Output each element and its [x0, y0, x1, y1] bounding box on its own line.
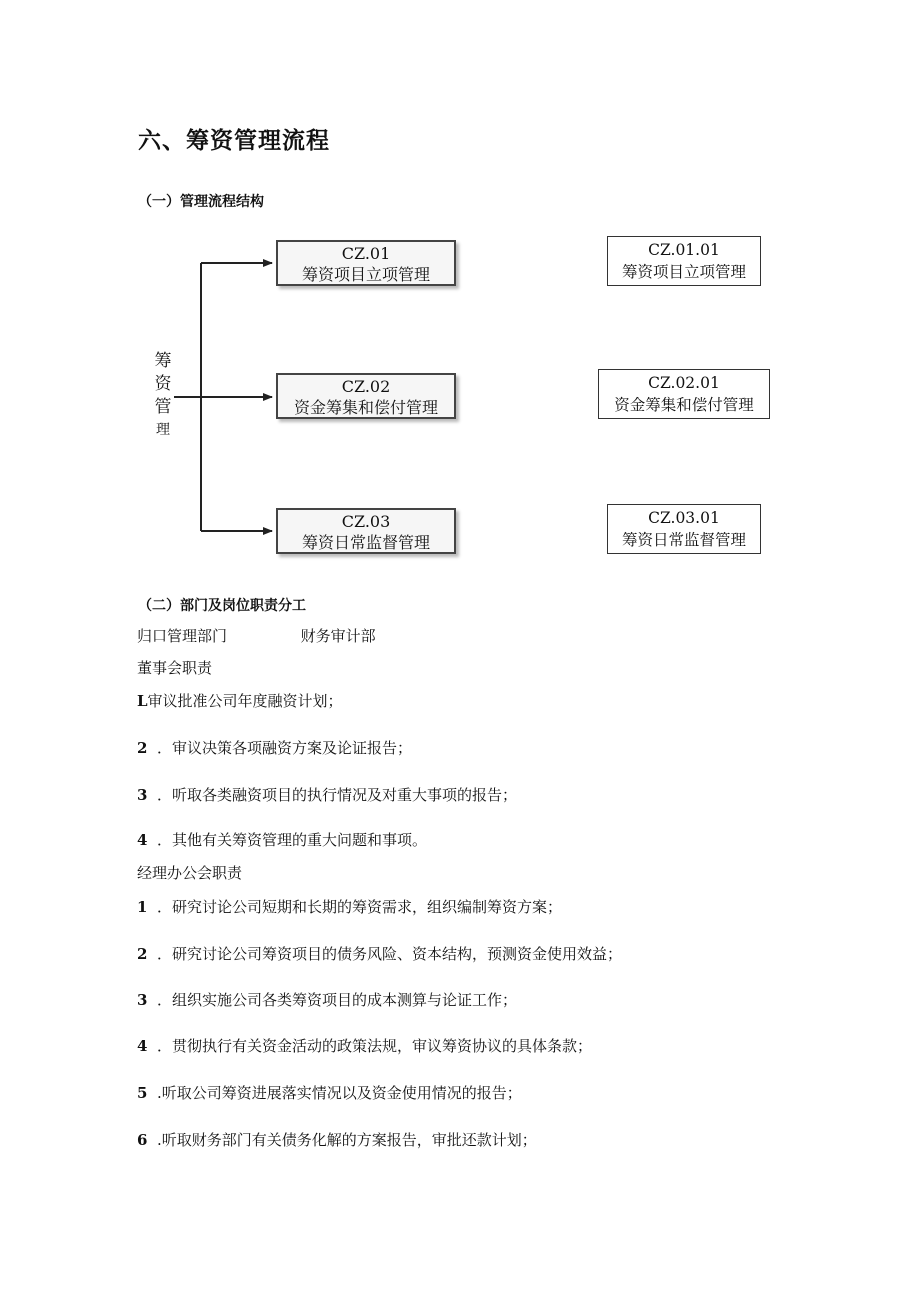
section-heading-duties: （二）部门及岗位职责分工 — [138, 598, 306, 614]
item-text: ．其他有关筹资管理的重大问题和事项。 — [157, 831, 428, 849]
subprocess-code: CZ.03.01 — [648, 509, 720, 527]
dept-row — [137, 625, 376, 646]
board-duty-item — [137, 737, 412, 758]
item-number: 2 — [137, 945, 148, 963]
item-number: 4 — [137, 831, 148, 849]
item-text: ．研究讨论公司筹资项目的债务风险、资本结构，预测资金使用效益； — [157, 945, 623, 963]
page-title: 六、筹资管理流程 — [138, 128, 330, 154]
manager-duty-item — [137, 1129, 537, 1150]
item-text: ．组织实施公司各类筹资项目的成本测算与论证工作； — [157, 991, 518, 1009]
subprocess-name: 筹资日常监督管理 — [621, 531, 746, 549]
root-label-char: 筹 — [154, 351, 172, 371]
item-text: ．听取各类融资项目的执行情况及对重大事项的报告； — [157, 786, 518, 804]
item-number: 5 — [137, 1084, 148, 1102]
dept-value: 财务审计部 — [300, 627, 376, 645]
root-label-char: 资 — [154, 374, 172, 394]
process-name: 筹资日常监督管理 — [301, 533, 430, 552]
manager-duty-item — [137, 1035, 592, 1056]
process-code: CZ.03 — [341, 512, 391, 531]
item-number: L — [137, 692, 148, 710]
subprocess-name: 筹资项目立项管理 — [621, 263, 746, 281]
process-box-cz03 — [276, 508, 456, 554]
root-label-char: 理 — [156, 422, 170, 438]
subprocess-box-cz0201 — [598, 369, 770, 419]
item-number: 3 — [137, 991, 148, 1009]
item-text: ．贯彻执行有关资金活动的政策法规，审议筹资协议的具体条款； — [157, 1037, 593, 1055]
dept-label: 归口管理部门 — [137, 627, 228, 645]
item-number: 1 — [137, 898, 148, 916]
item-number: 6 — [137, 1131, 148, 1149]
root-label — [152, 350, 174, 442]
subprocess-code: CZ.01.01 — [648, 241, 720, 259]
process-name: 筹资项目立项管理 — [301, 265, 430, 284]
board-duty-item — [137, 690, 343, 711]
manager-duty-item — [137, 896, 562, 917]
manager-duty-item — [137, 943, 622, 964]
item-text: ．研究讨论公司短期和长期的筹资需求，组织编制筹资方案； — [157, 898, 563, 916]
board-duty-item — [137, 829, 427, 850]
item-text: .听取公司筹资进展落实情况以及资金使用情况的报告； — [157, 1084, 522, 1102]
board-duty-item — [137, 784, 517, 805]
process-code: CZ.01 — [341, 244, 391, 263]
subprocess-box-cz0301 — [607, 504, 761, 554]
item-number: 4 — [137, 1037, 148, 1055]
process-box-cz02 — [276, 373, 456, 419]
item-text: .听取财务部门有关债务化解的方案报告，审批还款计划； — [157, 1131, 537, 1149]
manager-duty-item — [137, 1082, 522, 1103]
manager-heading: 经理办公会职责 — [137, 864, 243, 882]
item-text: 审议批准公司年度融资计划； — [147, 692, 343, 710]
process-code: CZ.02 — [341, 377, 391, 396]
subprocess-name: 资金筹集和偿付管理 — [614, 396, 754, 414]
process-box-cz01 — [276, 240, 456, 286]
process-name: 资金筹集和偿付管理 — [293, 398, 438, 417]
root-label-char: 管 — [154, 397, 172, 417]
item-text: ．审议决策各项融资方案及论证报告； — [157, 739, 413, 757]
section-heading-flow: （一）管理流程结构 — [138, 194, 264, 210]
item-number: 3 — [137, 786, 148, 804]
subprocess-box-cz0101 — [607, 236, 761, 286]
manager-duty-item — [137, 989, 517, 1010]
board-heading: 董事会职责 — [137, 659, 213, 677]
item-number: 2 — [137, 739, 148, 757]
subprocess-code: CZ.02.01 — [648, 374, 720, 392]
